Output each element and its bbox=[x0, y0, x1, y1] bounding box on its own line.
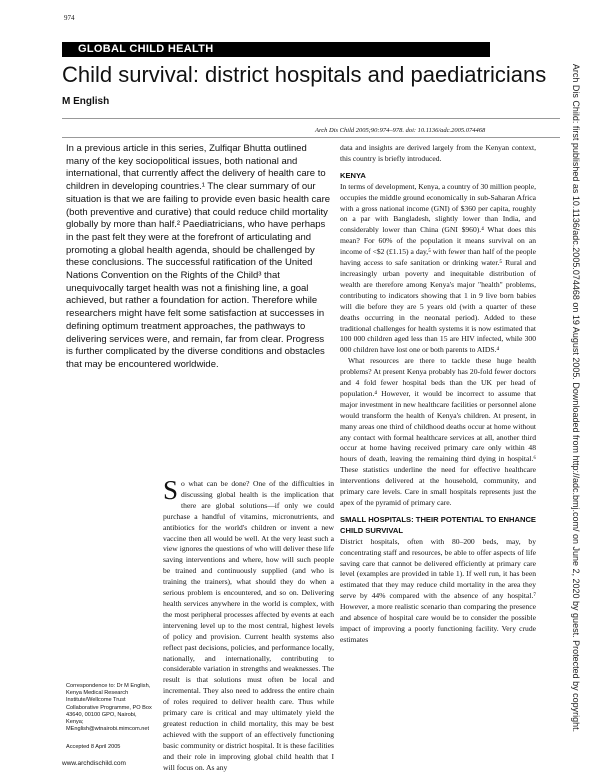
body-paragraph: o what can be done? One of the difficulties in discussing global health is the implication that there are global solutions—if only we could purchase a handful of vitamins, micronutrients, and antibiotics for the world's children or invent a new vaccine then all would be well. At the very least such a view ignores the questions of who will deliver these life saving interventions and where, how will such people be trained and continuously supplied (and who is training the trainers), what should they do when a serious problem is encountered, and so on. Delivering health services anywhere in the world is complex, with the most peripheral processes affected by events at each intervening level up to the most central, highest levels of policy and provision. Current health systems also reflect past decisions, policies, and performance locally, nationally, and internationally, contributing to considerable variation in strengths and weaknesses. The result is that solutions must often be local and incremental. They also need to address the entire chain of roles required to deliver health care. Thus while primary care is critical and may ultimately yield the greatest reduction in child mortality, this may be best achieved with the support of an effectively functioning basic community or district hospital. It is these facilities and their role in improving global child health that I will focus on. As any bbox=[163, 479, 334, 772]
drop-cap: S bbox=[163, 475, 179, 505]
section-label: GLOBAL CHILD HEALTH bbox=[78, 43, 214, 55]
article-title: Child survival: district hospitals and paediatricians bbox=[62, 62, 547, 87]
author-name: M English bbox=[62, 96, 110, 107]
footer-url[interactable]: www.archdischild.com bbox=[62, 760, 126, 767]
section-banner bbox=[62, 42, 490, 57]
side-note-text: Arch Dis Child: first published as 10.1136/adc.2005.074468 on 19 August 2005. Downloaded from http://adc.bmj.com/ on June 2, 2020 by guest. Protected by copyright. bbox=[571, 63, 581, 733]
heading-small-hospitals: SMALL HOSPITALS: THEIR POTENTIAL TO ENHANCE CHILD SURVIVAL bbox=[340, 514, 536, 535]
kenya-paragraph-2: What resources are there to tackle these huge health problems? At present Kenya probably has 20-fold fewer doctors and 4 fold fewer hospital beds than the UK per head of population.⁴ However, it would be incorrect to assume that major investment in new healthcare facilities or personnel alone would transform the health of Kenya's children. At present, in many areas one third of childhood deaths occur at home without any contact with formal healthcare services at all, another third occur at home having received primary care only within 48 hours of death, leaving the remaining third dying in hospital.⁶ These statistics underline the need for effective healthcare interventions delivered at the household, community, and primary care levels. Care in small hospitals represents just the apex of the pyramid of primary care. bbox=[340, 356, 536, 507]
small-hospitals-paragraph: District hospitals, often with 80–200 beds, may, by concentrating staff and resources, be able to offer aspects of life saving care that cannot be delivered efficiently at primary care level (examples are provided in table 1). If well run, it has been estimated that they may reduce child mortality in the area they serve by 44% compared with the absence of any hospital.⁷ However, a more realistic scenario than comparing the presence and absence of hospital care would be to consider the possible impact of improving a poorly functioning facility. Very crude estimates bbox=[340, 536, 536, 644]
header-rule bbox=[62, 118, 560, 119]
kenya-paragraph-1: In terms of development, Kenya, a country of 30 million people, occupies the middle ground economically in sub-Saharan Africa with a gross national income (GNI) of $360 per capita, roughly on a par with Bangladesh, slightly lower than India, and considerably lower than China (GNI $960).⁴ What does this mean? For 60% of the population it means survival on an income of <$2 (£1.15) a day,⁵ with fewer than half of the people having access to safe sanitation or drinking water.⁵ Rural and increasingly urban poverty and inequitable distribution of wealth are therefore among Kenya's major "health" problems, contributing to indicators showing that 1 in 9 live born babies will die before they are 5 years old (with a quarter of these deaths occurring in the neonatal period). Added to these traditional challenges for health systems it is now estimated that 100 000 children aged less than 15 are HIV infected, while 300 000 children have lost one or both parents to AIDS.⁴ bbox=[340, 181, 536, 355]
citation-rule bbox=[62, 137, 560, 138]
citation-line: Arch Dis Child 2005;90:974–978. doi: 10.1136/adc.2005.074468 bbox=[315, 127, 486, 134]
correspondence-note: Correspondence to: Dr M English, Kenya Medical Research Institute/Wellcome Trust Collaborative Programme, PO Box 43640, 00100 GPO, Nairobi, Kenya; MEnglish@wtnairobi.mimcom.net bbox=[66, 683, 152, 733]
body-column-right bbox=[340, 143, 536, 646]
intro-paragraph: data and insights are derived largely from the Kenyan context, this country is briefly introduced. bbox=[340, 143, 536, 163]
page-number: 974 bbox=[64, 14, 75, 22]
side-download-note bbox=[564, 60, 588, 736]
body-column-left bbox=[163, 475, 334, 773]
accepted-date: Accepted 8 April 2005 bbox=[66, 744, 121, 750]
abstract-text: In a previous article in this series, Zulfiqar Bhutta outlined many of the key sociopolitical issues, both national and international, that currently affect the delivery of health care to children in developing countries.¹ The clear summary of our situation is that we are failing to provide even basic health care (both preventive and curative) that could reduce child mortality globally by more than half.² Paediatricians, who have perhaps in the past felt they were at the forefront of articulating and promoting a global health agenda, should be challenged by these conclusions. The successful ratification of the United Nations Convention on the Rights of the Child³ that unequivocally target health was not a finishing line, a goal achieved, but rather a foundation for action. Therefore while researchers might have felt some satisfaction at successes in defining optimum treatment approaches, the pathways to delivering services were, and remain, far from clear. Progress is further complicated by the diverse conditions and obstacles that may be encountered worldwide. bbox=[66, 143, 331, 370]
heading-kenya: KENYA bbox=[340, 170, 366, 180]
